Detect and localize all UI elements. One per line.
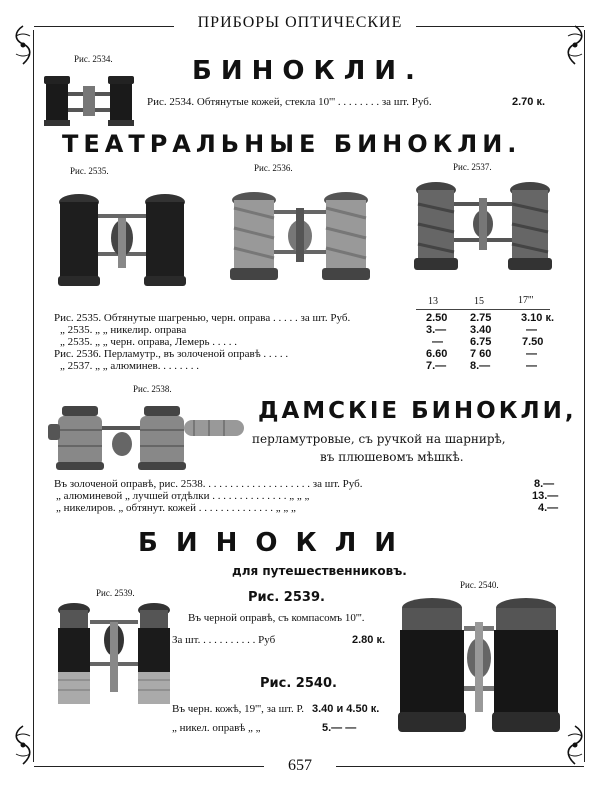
price-row-label: „ 2535. „ „ черн. оправа, Лемерь . . . . . bbox=[60, 336, 238, 348]
travel-subheading: для путешественниковъ. bbox=[232, 564, 407, 578]
item-2540-variant-price: 5.— — bbox=[322, 722, 357, 734]
price-cell: 2.75 bbox=[470, 312, 492, 324]
price-cell: 6.75 bbox=[470, 336, 492, 348]
right-border bbox=[584, 30, 585, 762]
price-cell: — bbox=[526, 348, 537, 360]
price-row-label: Рис. 2536. Перламутр., въ золоченой оправѣ . . . . . bbox=[54, 348, 289, 360]
price-cell: 3.10 к. bbox=[521, 312, 555, 324]
figure-caption: Рис. 2534. bbox=[74, 54, 113, 64]
binoculars-2540-icon bbox=[396, 596, 562, 736]
figure-caption: Рис. 2536. bbox=[254, 163, 293, 173]
section-heading-travel: БИНОКЛИ bbox=[138, 528, 415, 558]
running-head: ПРИБОРЫ ОПТИЧЕСКИЕ bbox=[197, 14, 403, 31]
footer-rule-left bbox=[34, 766, 264, 767]
header-rule-left bbox=[34, 26, 174, 27]
price-row-label: Рис. 2535. Обтянутые шагренью, черн. оправа . . . . . за шт. Руб. bbox=[54, 312, 351, 324]
ornament-icon bbox=[562, 24, 588, 66]
price-cell: — bbox=[432, 336, 443, 348]
left-border bbox=[33, 30, 34, 762]
header-rule-right bbox=[416, 26, 584, 27]
price-cell: 7.50 bbox=[522, 336, 544, 348]
binoculars-2537-icon bbox=[410, 180, 556, 276]
footer-rule-right bbox=[336, 766, 584, 767]
price-cell: 7.— bbox=[426, 360, 447, 372]
item-2539-price: 2.80 к. bbox=[352, 634, 386, 646]
price-cell: 4.— bbox=[538, 502, 559, 514]
price-cell: 8.— bbox=[534, 478, 555, 490]
item-2540-price: 3.40 и 4.50 к. bbox=[312, 703, 380, 715]
price-cell: 2.50 bbox=[426, 312, 448, 324]
item-2534-text: Рис. 2534. Обтянутые кожей, стекла 10''' . . . . . . . . за шт. Руб. bbox=[147, 96, 432, 108]
ornament-icon bbox=[562, 724, 588, 766]
binoculars-2539-icon bbox=[52, 600, 176, 712]
price-cell: 3.40 bbox=[470, 324, 492, 336]
item-2539-title: Рис. 2539. bbox=[248, 590, 325, 605]
item-2540-variant: „ никел. оправѣ „ „ bbox=[172, 722, 261, 734]
ladies-subtitle-1: перламутровые, съ ручкой на шарнирѣ, bbox=[252, 432, 506, 446]
binoculars-2536-icon bbox=[224, 188, 376, 284]
price-cell: — bbox=[526, 324, 537, 336]
figure-caption: Рис. 2535. bbox=[70, 166, 109, 176]
ornament-icon bbox=[10, 724, 36, 766]
column-rule bbox=[416, 309, 550, 310]
column-header: 13 bbox=[428, 296, 438, 307]
item-2539-description: Въ черной оправѣ, съ компасомъ 10'''. bbox=[188, 612, 365, 624]
section-heading-ladies: ДАМСКIЕ БИНОКЛИ, bbox=[258, 398, 577, 424]
binoculars-2535-icon bbox=[52, 188, 194, 290]
price-cell: 7 60 bbox=[470, 348, 492, 360]
price-cell: 8.— bbox=[470, 360, 491, 372]
item-2540-title: Рис. 2540. bbox=[260, 676, 337, 691]
price-row-label: „ 2537. „ „ алюминев. . . . . . . . bbox=[60, 360, 199, 372]
price-cell: 6.60 bbox=[426, 348, 448, 360]
figure-caption: Рис. 2540. bbox=[460, 580, 499, 590]
column-header: 17''' bbox=[518, 295, 534, 306]
price-cell: 3.— bbox=[426, 324, 447, 336]
binoculars-2534-icon bbox=[40, 70, 140, 128]
page-number: 657 bbox=[288, 757, 312, 774]
section-heading-theatre: ТЕАТРАЛЬНЫЕ БИНОКЛИ. bbox=[62, 130, 522, 158]
column-header: 15 bbox=[474, 296, 484, 307]
item-2539-unit: За шт. . . . . . . . . . . Руб bbox=[172, 634, 276, 646]
price-row-label: „ никелиров. „ обтянут. кожей . . . . . . . . . . . . . . „ „ „ bbox=[56, 502, 296, 514]
price-row-label: „ алюминевой „ лучшей отдѣлки . . . . . . . . . . . . . . „ „ „ bbox=[56, 490, 310, 502]
price-row-label: „ 2535. „ „ никелир. оправа bbox=[60, 324, 187, 336]
figure-caption: Рис. 2539. bbox=[96, 588, 135, 598]
item-2534-price: 2.70 к. bbox=[512, 96, 546, 108]
price-row-label: Въ золоченой оправѣ, рис. 2538. . . . . . . . . . . . . . . . . . . . за шт. Руб. bbox=[54, 478, 363, 490]
ladies-subtitle-2: въ плюшевомъ мѣшкѣ. bbox=[320, 450, 464, 464]
price-cell: 13.— bbox=[532, 490, 559, 502]
price-cell: — bbox=[526, 360, 537, 372]
figure-caption: Рис. 2538. bbox=[133, 384, 172, 394]
item-2540-description: Въ черн. кожѣ, 19''', за шт. Р. bbox=[172, 703, 305, 715]
lorgnette-2538-icon bbox=[44, 396, 250, 476]
section-heading-binocles: БИНОКЛИ. bbox=[192, 56, 424, 86]
figure-caption: Рис. 2537. bbox=[453, 162, 492, 172]
ornament-icon bbox=[10, 24, 36, 66]
